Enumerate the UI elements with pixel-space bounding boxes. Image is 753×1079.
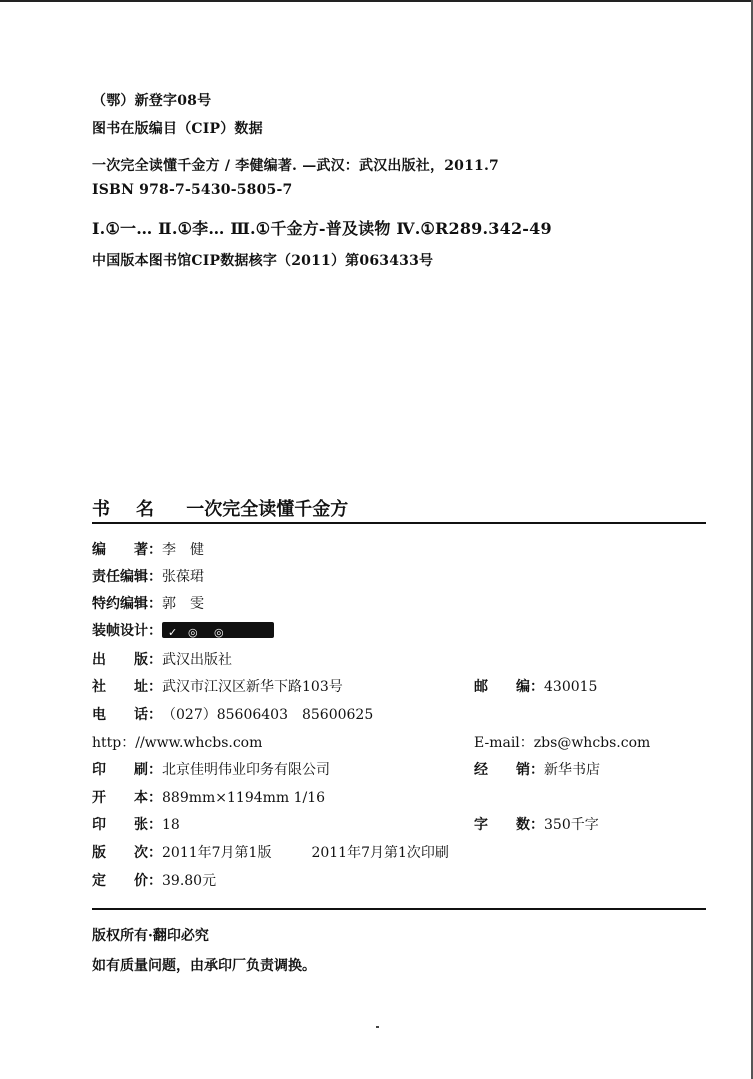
printer-row <box>92 760 330 780</box>
edition-row <box>92 843 449 863</box>
printer-label: 印 刷： <box>92 762 162 778</box>
publisher-value: 武汉出版社 <box>162 652 232 668</box>
sheets-row <box>92 815 180 835</box>
email-label: E-mail： <box>474 735 534 751</box>
edition-label: 版 次： <box>92 845 162 861</box>
edition-value: 2011年7月第1版 <box>162 845 272 861</box>
author-label: 编 著： <box>92 542 162 558</box>
distributor-row <box>474 760 600 780</box>
price-value: 39.80元 <box>162 873 217 889</box>
email-value: zbs@whcbs.com <box>533 735 651 751</box>
http-row <box>92 733 262 753</box>
format-value: 889mm×1194mm 1/16 <box>162 790 326 806</box>
registration-number: （鄂）新登字08号 <box>92 93 212 109</box>
postcode-label: 邮 编： <box>474 679 544 695</box>
address-value: 武汉市江汉区新华下路103号 <box>162 679 343 695</box>
distributor-label: 经 销： <box>474 762 544 778</box>
http-label: http： <box>92 735 136 751</box>
wordcount-label: 字 数： <box>474 817 544 833</box>
title-label-b: 名 <box>136 499 154 520</box>
author-row <box>92 540 204 560</box>
phone-row <box>92 705 373 725</box>
format-label: 开 本： <box>92 790 162 806</box>
phone-label: 电 话： <box>92 707 162 723</box>
printing-value: 2011年7月第1次印刷 <box>311 845 449 861</box>
wordcount-row <box>474 815 599 835</box>
author-value: 李 健 <box>162 542 204 558</box>
title-label-a: 书 <box>92 499 110 520</box>
title-rule <box>92 522 706 524</box>
price-label: 定 价： <box>92 873 162 889</box>
postcode-value: 430015 <box>544 679 598 695</box>
special-editor-label: 特约编辑： <box>92 596 162 612</box>
publisher-row <box>92 650 232 670</box>
scan-speck <box>376 1026 379 1028</box>
sheets-label: 印 张： <box>92 817 162 833</box>
format-row <box>92 788 325 808</box>
email-row <box>474 733 650 753</box>
http-value: //www.whcbs.com <box>135 735 263 751</box>
editor-row <box>92 567 204 587</box>
special-editor-row <box>92 594 204 614</box>
quality-notice: 如有质量问题，由承印厂负责调换。 <box>92 958 316 974</box>
phone-value: （027）85606403 85600625 <box>162 707 374 723</box>
postcode-row <box>474 677 597 697</box>
printer-value: 北京佳明伟业印务有限公司 <box>162 762 330 778</box>
wordcount-value: 350千字 <box>544 817 599 833</box>
designer-redacted-bar: ✓ ◎ ◎ <box>162 622 274 638</box>
designer-label: 装帧设计： <box>92 623 162 639</box>
address-label: 社 址： <box>92 679 162 695</box>
address-row <box>92 677 343 697</box>
scan-top-border <box>0 0 753 2</box>
price-row <box>92 871 216 891</box>
editor-value: 张葆珺 <box>162 569 204 585</box>
classification-line: Ⅰ.①一… Ⅱ.①李… Ⅲ.①千金方-普及读物 Ⅳ.①R289.342-49 <box>92 219 552 238</box>
details-bottom-rule <box>92 908 706 910</box>
designer-row <box>92 621 274 641</box>
distributor-value: 新华书店 <box>544 762 600 778</box>
cip-book-line: 一次完全读懂千金方 / 李健编著. —武汉：武汉出版社，2011.7 <box>92 158 499 174</box>
book-title-row <box>92 495 348 521</box>
isbn: ISBN 978-7-5430-5805-7 <box>92 182 293 198</box>
cip-heading: 图书在版编目（CIP）数据 <box>92 121 263 137</box>
sheets-value: 18 <box>162 817 180 833</box>
copyright-notice: 版权所有·翻印必究 <box>92 928 209 944</box>
special-editor-value: 郭 雯 <box>162 596 204 612</box>
cip-check-number: 中国版本图书馆CIP数据核字（2011）第063433号 <box>92 253 434 269</box>
editor-label: 责任编辑： <box>92 569 162 585</box>
book-title: 一次完全读懂千金方 <box>186 499 349 520</box>
publisher-label: 出 版： <box>92 652 162 668</box>
